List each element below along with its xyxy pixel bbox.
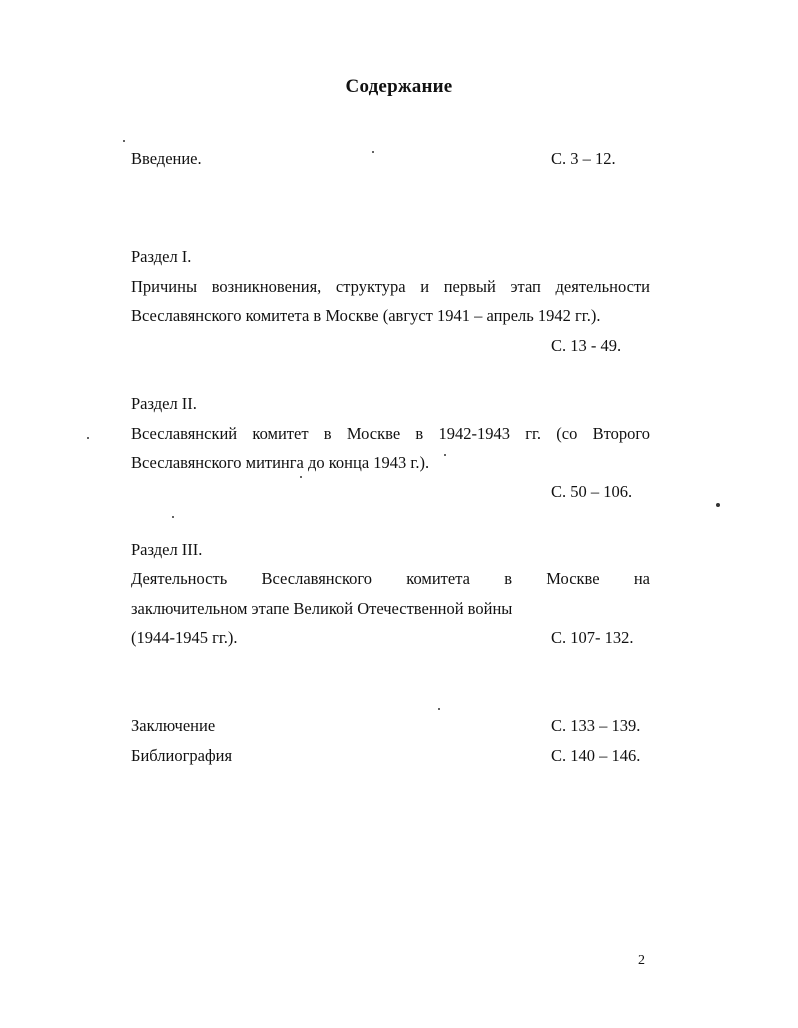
toc-section3-line3: (1944-1945 гг.). [131, 628, 238, 647]
toc-section3-heading: Раздел III. [131, 540, 203, 559]
scan-speck [123, 140, 125, 142]
toc-section1-pages: С. 13 - 49. [551, 336, 622, 355]
scan-speck [444, 454, 446, 456]
toc-section1-line2: Всеславянского комитета в Москве (август 1941 – апрель 1942 гг.). [131, 306, 601, 325]
page-number: 2 [638, 953, 645, 968]
scan-speck [172, 516, 174, 518]
toc-introduction-pages: С. 3 – 12. [551, 149, 616, 168]
toc-section1-heading: Раздел I. [131, 247, 192, 266]
toc-bibliography-label: Библиография [131, 746, 233, 765]
scan-speck [438, 708, 440, 710]
toc-section3-line1: Деятельность Всеславянского комитета в Москве на [131, 569, 650, 588]
toc-section1-line1: Причины возникновения, структура и первый этап деятельности [131, 277, 650, 296]
toc-conclusion-label: Заключение [131, 716, 216, 735]
toc-section2-line2: Всеславянского митинга до конца 1943 г.). [131, 453, 430, 472]
page-title: Содержание [345, 76, 453, 97]
scan-speck [87, 437, 89, 439]
toc-introduction-label: Введение. [131, 149, 202, 168]
toc-section2-line1: Всеславянский комитет в Москве в 1942-1943 гг. (со Второго [131, 424, 650, 443]
scan-speck [300, 476, 302, 478]
toc-section2-pages: С. 50 – 106. [551, 482, 633, 501]
scan-speck [716, 503, 720, 507]
toc-section3-line2: заключительном этапе Великой Отечественной войны [131, 599, 513, 618]
toc-bibliography-pages: С. 140 – 146. [551, 746, 641, 765]
toc-section3-pages: С. 107- 132. [551, 628, 634, 647]
toc-section2-heading: Раздел II. [131, 394, 197, 413]
scan-speck [372, 151, 374, 153]
toc-conclusion-pages: С. 133 – 139. [551, 716, 641, 735]
